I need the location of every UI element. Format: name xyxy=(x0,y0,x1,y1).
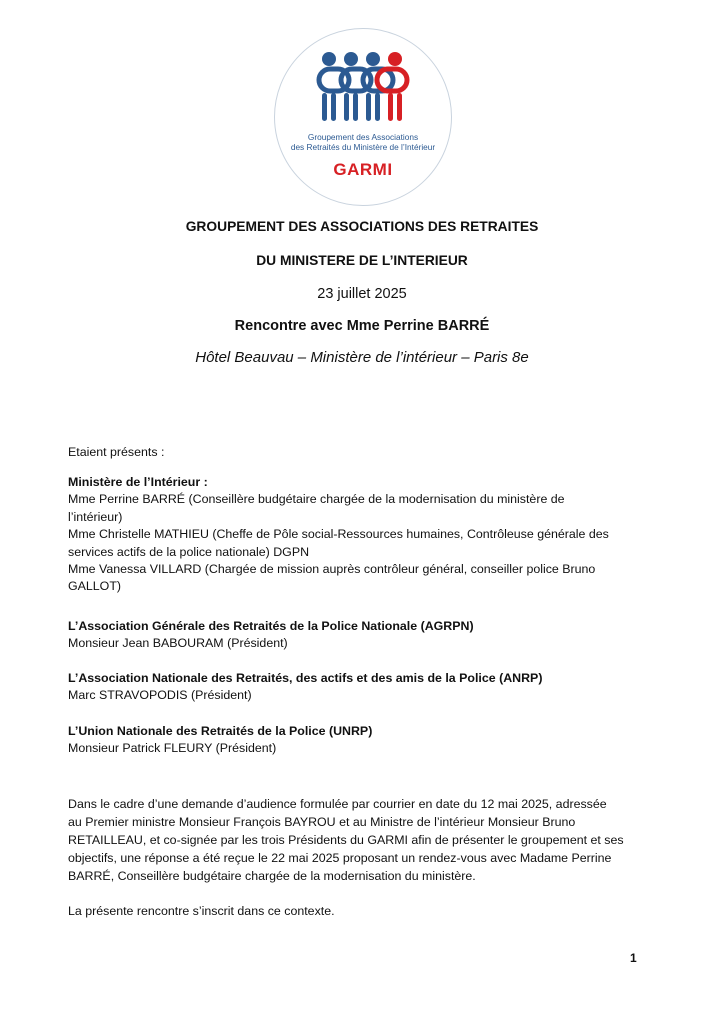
paragraph-line: RETAILLEAU, et co-signée par les trois Présidents du GARMI afin de présenter le groupement et ses xyxy=(68,832,624,847)
document-title-line1: GROUPEMENT DES ASSOCIATIONS DES RETRAITES xyxy=(185,219,539,234)
agrpn-heading: L’Association Générale des Retraités de la Police Nationale (AGRPN) xyxy=(68,619,474,633)
ministry-heading: Ministère de l’Intérieur : xyxy=(68,475,208,489)
document-date: 23 juillet 2025 xyxy=(317,286,407,302)
anrp-heading: L’Association Nationale des Retraités, des actifs et des amis de la Police (ANRP) xyxy=(68,671,543,685)
closing-paragraph xyxy=(68,903,656,920)
garmi-logo xyxy=(274,28,452,206)
agrpn-section xyxy=(68,618,656,653)
logo-subtitle-line1: Groupement des Associations xyxy=(307,132,419,142)
paragraph-line: Dans le cadre d’une demande d’audience formulée par courrier en date du 12 mai 2025, adressée xyxy=(68,797,607,811)
ministry-member-line: Mme Vanessa VILLARD (Chargée de mission auprès contrôleur général, conseiller police Bruno xyxy=(68,562,596,577)
paragraph-line: objectifs, une réponse a été reçue le 22 mai 2025 proposant un rendez-vous avec Madame Perrine xyxy=(68,850,612,865)
ministry-member-line: Mme Christelle MATHIEU (Cheffe de Pôle social-Ressources humaines, Contrôleuse générale des xyxy=(68,527,609,542)
ministry-section xyxy=(68,474,656,596)
closing-text: La présente rencontre s’inscrit dans ce contexte. xyxy=(68,904,335,918)
paragraph-line: au Premier ministre Monsieur François BAYROU et au Ministre de l’intérieur Monsieur Bruno xyxy=(68,814,576,829)
unrp-member: Monsieur Patrick FLEURY (Président) xyxy=(68,741,277,756)
attendance-intro xyxy=(68,444,656,461)
paragraph-line: BARRÉ, Conseillère budgétaire chargée de la modernisation du ministère. xyxy=(68,868,476,883)
ministry-member-line: GALLOT) xyxy=(68,579,122,594)
unrp-section xyxy=(68,723,656,758)
page-number: 1 xyxy=(630,951,637,965)
anrp-section xyxy=(68,670,656,705)
meeting-place: Hôtel Beauvau – Ministère de l’intérieur – Paris 8e xyxy=(195,349,529,366)
ministry-member-line: services actifs de la police nationale) DGPN xyxy=(68,544,310,559)
agrpn-member: Monsieur Jean BABOURAM (Président) xyxy=(68,636,288,651)
logo-brand: GARMI xyxy=(333,160,393,179)
ministry-member-line: l’intérieur) xyxy=(68,509,123,524)
intro-text: Etaient présents : xyxy=(68,445,165,459)
people-chain-icon xyxy=(313,49,413,129)
document-title-line2: DU MINISTERE DE L’INTERIEUR xyxy=(256,253,468,268)
unrp-heading: L’Union Nationale des Retraités de la Police (UNRP) xyxy=(68,724,373,738)
anrp-member: Marc STRAVOPODIS (Président) xyxy=(68,688,252,703)
ministry-member-line: Mme Perrine BARRÉ (Conseillère budgétaire chargée de la modernisation du ministère de xyxy=(68,492,565,507)
meeting-title: Rencontre avec Mme Perrine BARRÉ xyxy=(234,318,490,334)
logo-subtitle xyxy=(289,132,437,152)
logo-subtitle-line2: des Retraités du Ministère de l’Intérieur xyxy=(290,142,436,152)
context-paragraph xyxy=(68,796,656,886)
